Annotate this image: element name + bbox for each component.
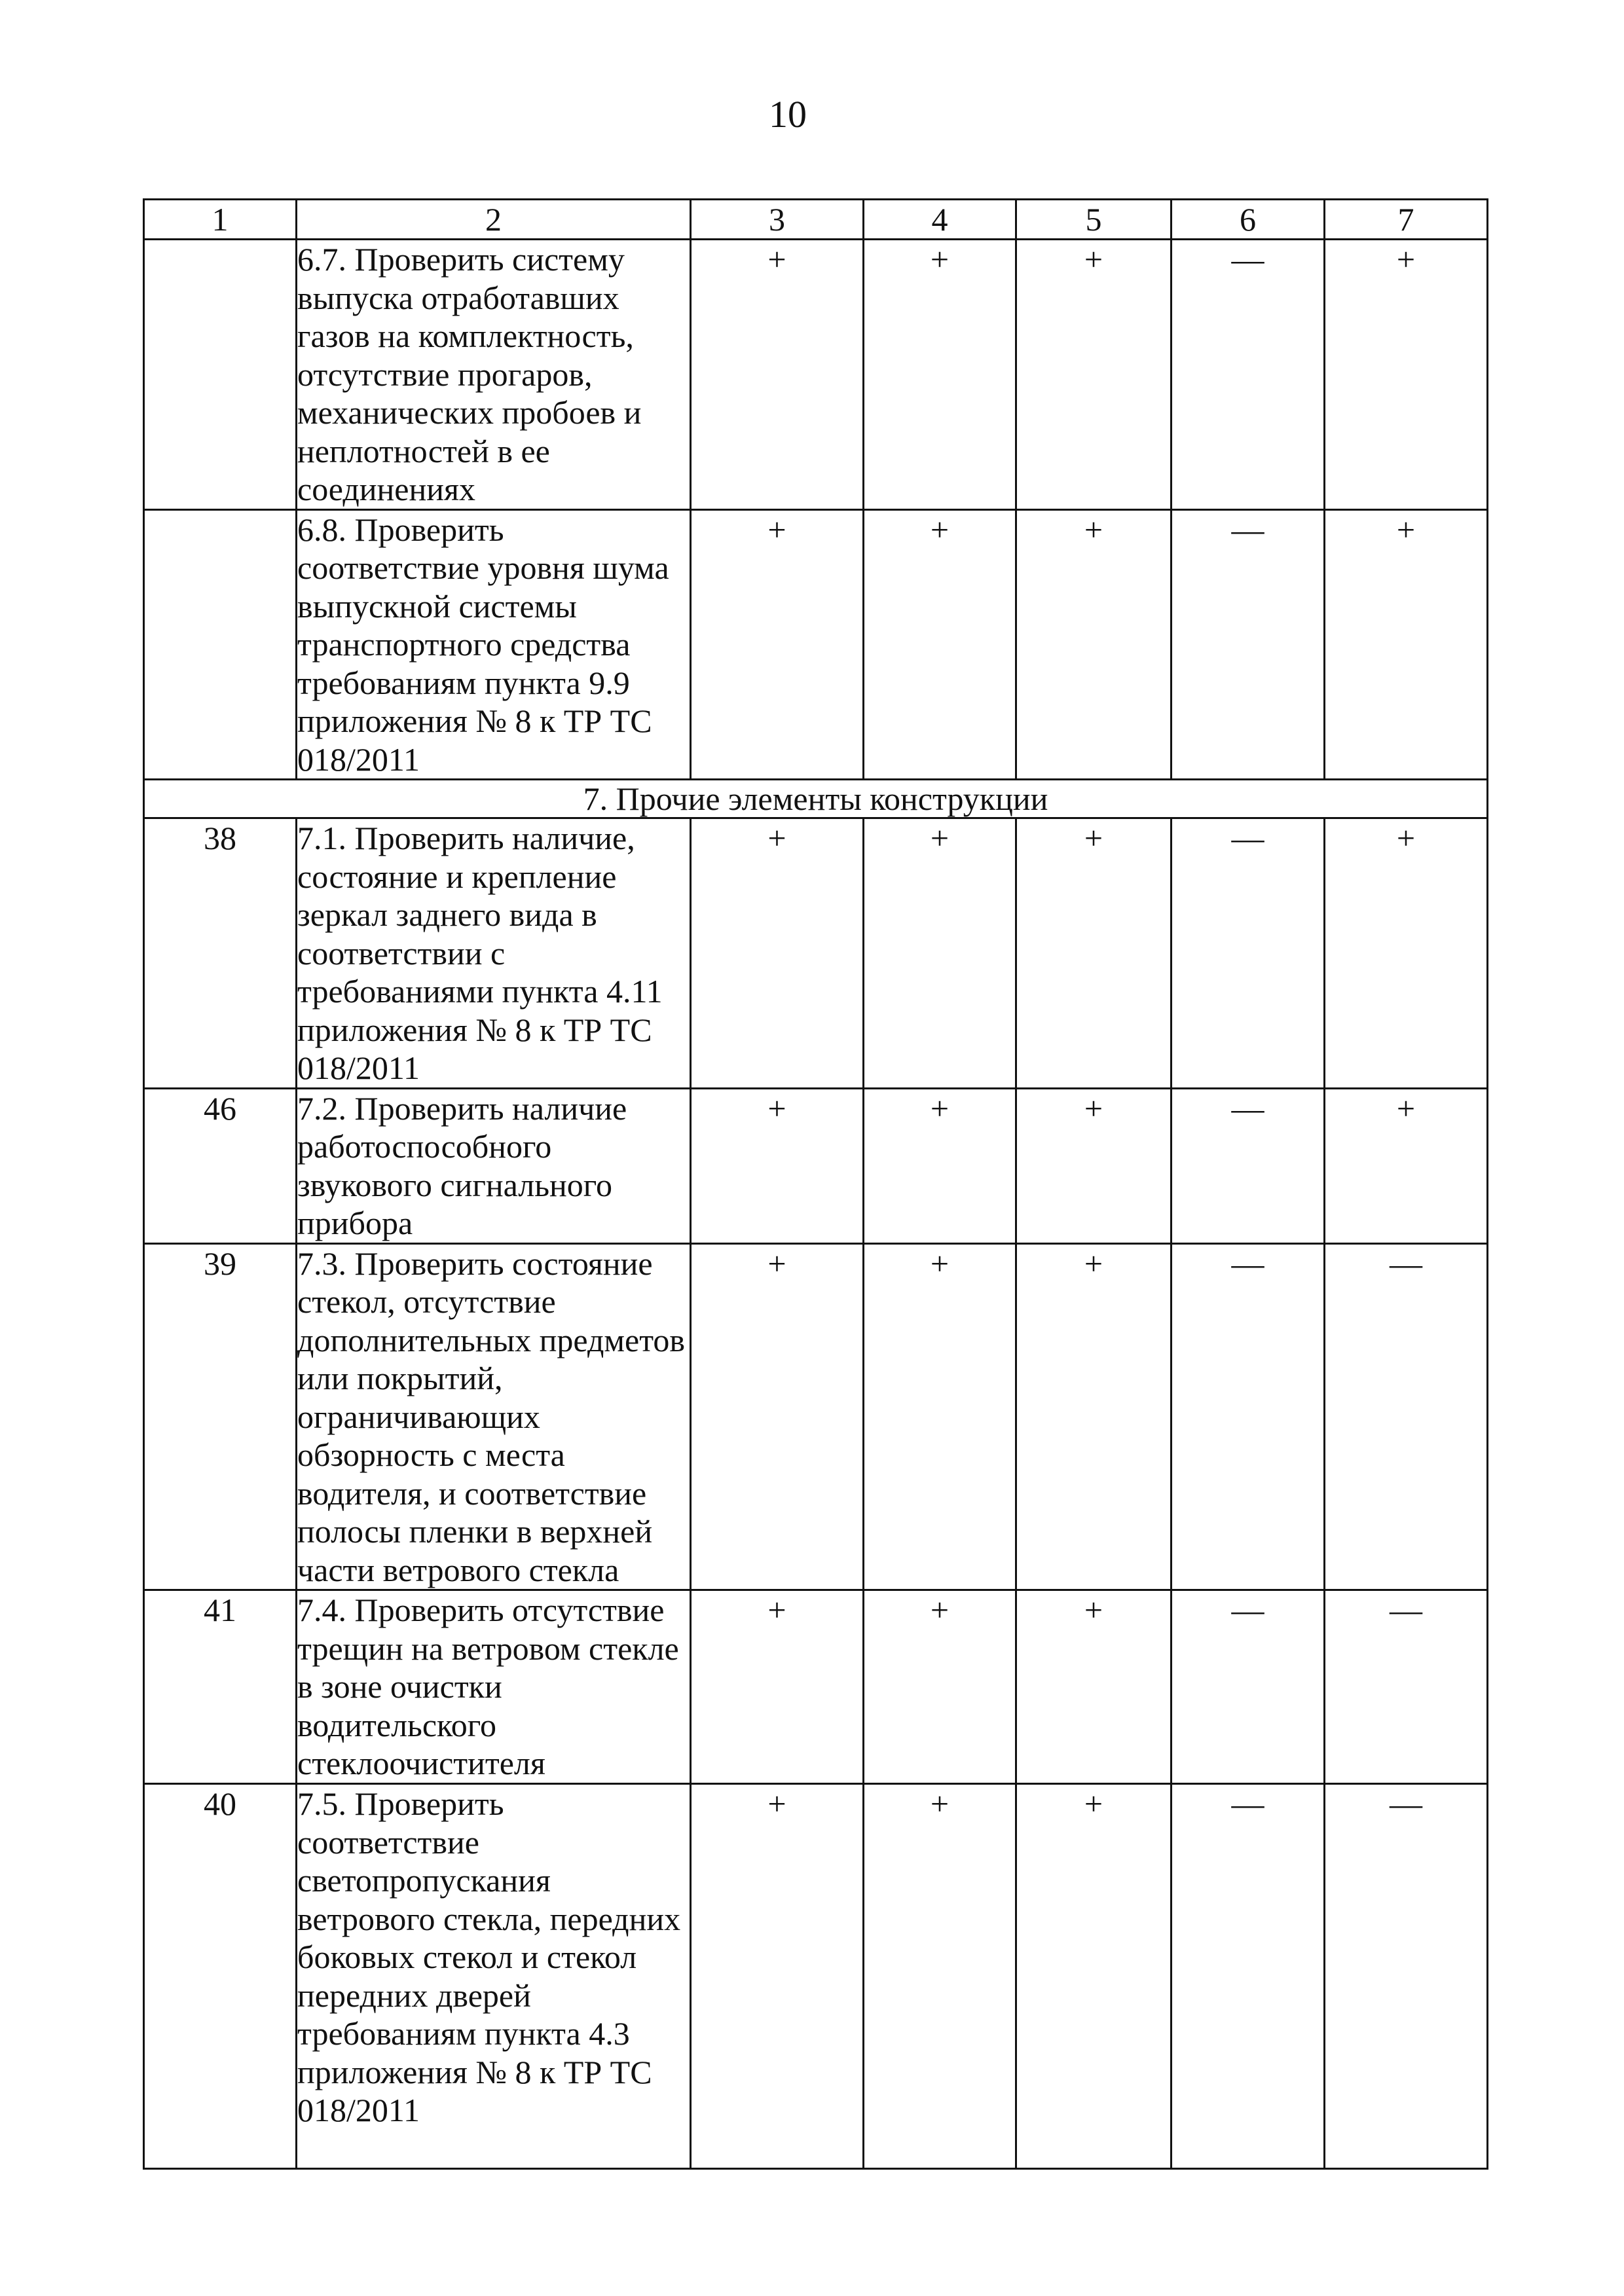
table-row [144,240,1488,510]
table-row [144,1088,1488,1243]
section-heading: 7. Прочие элементы конструкции [144,780,1488,818]
mark-cell: — [1172,818,1325,1089]
mark-cell: — [1172,240,1325,510]
mark-cell: — [1172,1784,1325,2169]
mark-cell: + [691,818,864,1089]
mark-cell: + [1016,1243,1172,1590]
row-number: 41 [144,1590,297,1784]
table-row [144,509,1488,780]
mark-cell: — [1172,509,1325,780]
requirement-text: 7.2. Проверить наличие работоспособного звукового сигнального прибора [297,1088,691,1243]
mark-cell: + [864,509,1016,780]
table-row [144,1590,1488,1784]
mark-cell: + [864,818,1016,1089]
mark-cell: + [1016,1784,1172,2169]
mark-cell: + [691,1784,864,2169]
mark-cell: + [864,1590,1016,1784]
mark-cell: + [1016,240,1172,510]
column-header: 1 [144,200,297,240]
mark-cell: + [1325,509,1488,780]
mark-cell: — [1325,1784,1488,2169]
row-number: 40 [144,1784,297,2169]
mark-cell: + [691,240,864,510]
mark-cell: + [864,240,1016,510]
column-header: 3 [691,200,864,240]
mark-cell: + [864,1243,1016,1590]
mark-cell: + [1325,240,1488,510]
mark-cell: + [691,1243,864,1590]
row-number: 39 [144,1243,297,1590]
requirement-text: 6.7. Проверить систему выпуска отработавших газов на комплектность, отсутствие прогаров, механических пробоев и неплотностей в ее соединениях [297,240,691,510]
mark-cell: + [691,1590,864,1784]
mark-cell: — [1325,1243,1488,1590]
row-number: 38 [144,818,297,1089]
requirement-text: 7.4. Проверить отсутствие трещин на ветровом стекле в зоне очистки водительского стеклоочистителя [297,1590,691,1784]
column-header: 7 [1325,200,1488,240]
mark-cell: + [1016,1088,1172,1243]
table-row [144,818,1488,1089]
column-header: 6 [1172,200,1325,240]
mark-cell: — [1172,1088,1325,1243]
mark-cell: + [1016,1590,1172,1784]
table-row [144,1784,1488,2169]
requirement-text: 7.1. Проверить наличие, состояние и крепление зеркал заднего вида в соответствии с требованиями пункта 4.11 приложения № 8 к ТР ТС 018/2011 [297,818,691,1089]
mark-cell: + [864,1784,1016,2169]
column-header: 5 [1016,200,1172,240]
column-header: 4 [864,200,1016,240]
column-header: 2 [297,200,691,240]
mark-cell: — [1172,1243,1325,1590]
requirement-text: 7.3. Проверить состояние стекол, отсутствие дополнительных предметов или покрытий, ограничивающих обзорность с места водителя, и соответствие полосы пленки в верхней части ветрового стекла [297,1243,691,1590]
mark-cell: + [1325,818,1488,1089]
mark-cell: + [864,1088,1016,1243]
mark-cell: + [691,509,864,780]
row-number [144,240,297,510]
mark-cell: — [1172,1590,1325,1784]
inspection-table [143,198,1488,2170]
row-number: 46 [144,1088,297,1243]
page-number: 10 [769,93,807,136]
mark-cell: + [691,1088,864,1243]
mark-cell: + [1016,509,1172,780]
row-number [144,509,297,780]
requirement-text: 7.5. Проверить соответствие светопропускания ветрового стекла, передних боковых стекол и стекол передних дверей требованиям пункта 4.3 приложения № 8 к ТР ТС 018/2011 [297,1784,691,2169]
mark-cell: — [1325,1590,1488,1784]
section-heading-row [144,780,1488,818]
table-row [144,1243,1488,1590]
mark-cell: + [1016,818,1172,1089]
mark-cell: + [1325,1088,1488,1243]
requirement-text: 6.8. Проверить соответствие уровня шума выпускной системы транспортного средства требованиям пункта 9.9 приложения № 8 к ТР ТС 018/2011 [297,509,691,780]
table-header-row [144,200,1488,240]
